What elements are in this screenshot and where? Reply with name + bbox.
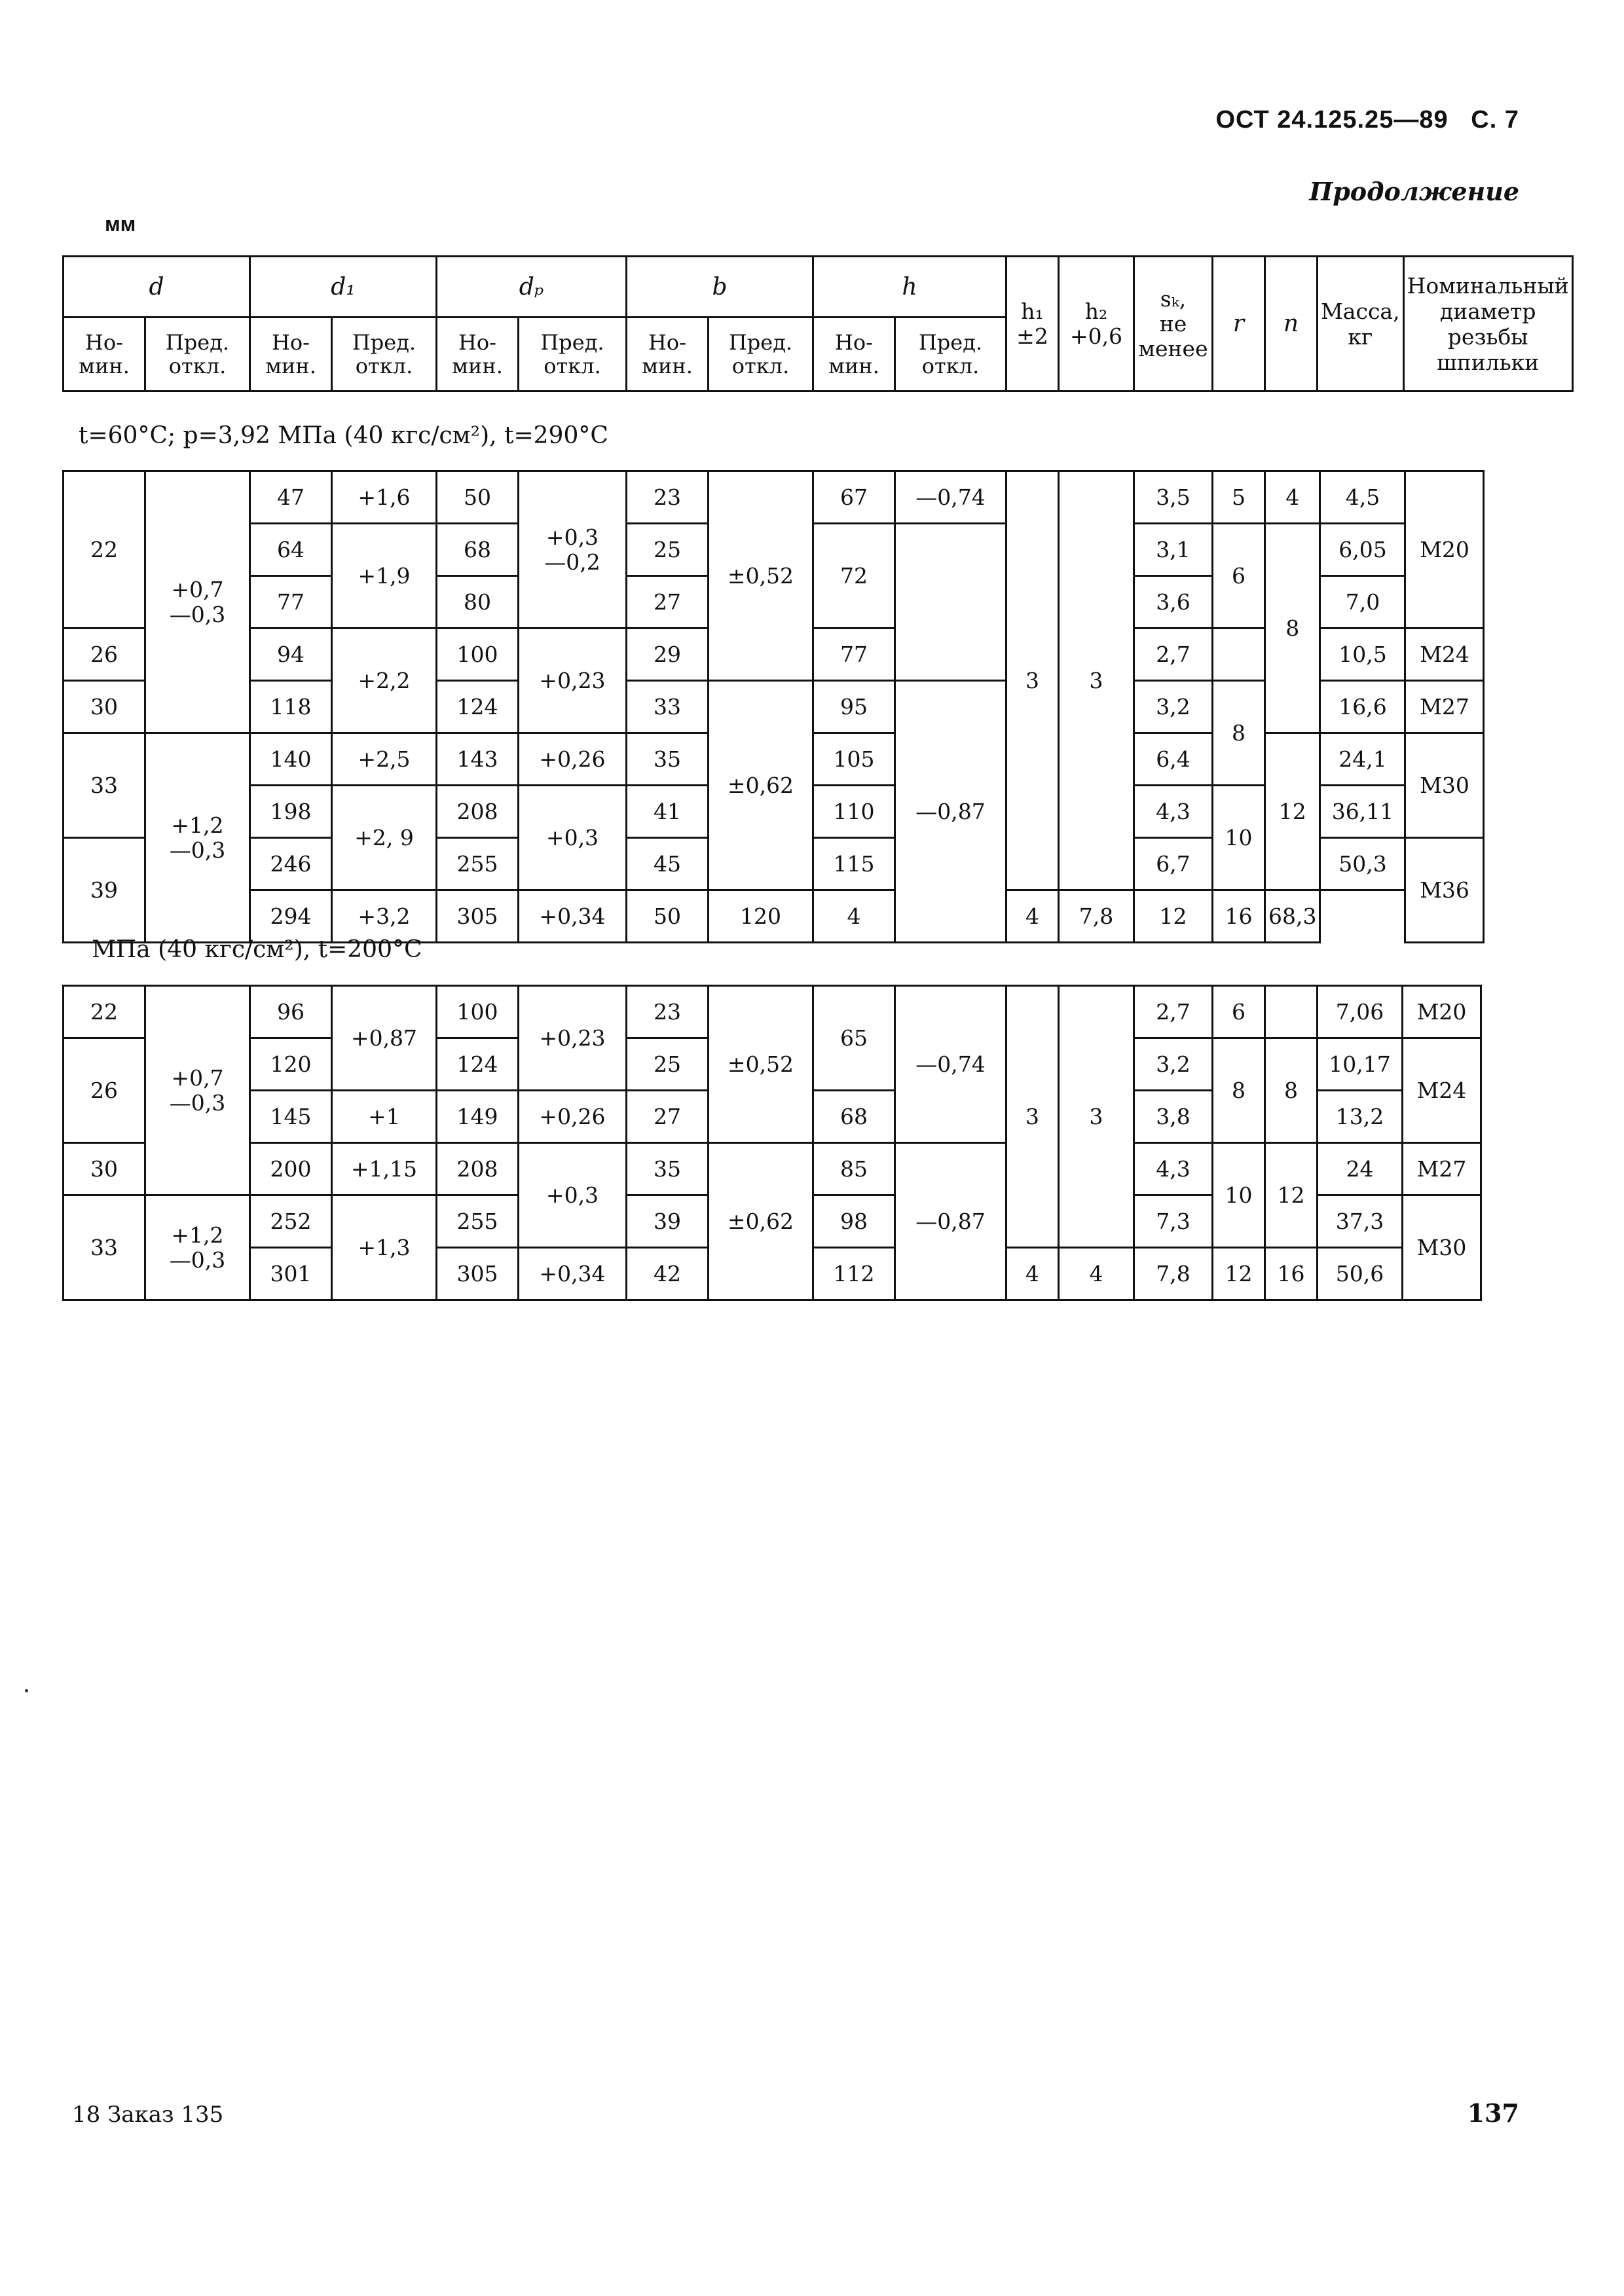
col-h: h: [813, 257, 1006, 318]
cell: 12: [1134, 890, 1213, 943]
cell: 105: [813, 733, 895, 786]
document-header: [1215, 106, 1519, 134]
col-d1: d₁: [250, 257, 437, 318]
cell: 100: [437, 986, 519, 1038]
cell: 23: [627, 986, 709, 1038]
cell: —0,74: [895, 471, 1006, 524]
data-table-section-2: [62, 985, 1482, 1301]
cell: 301: [250, 1248, 332, 1300]
cell: 12: [1265, 1143, 1318, 1248]
col-mass: Масса, кг: [1321, 298, 1400, 350]
cell: M20: [1405, 471, 1484, 629]
cell: 4,3: [1134, 1143, 1213, 1195]
cell: 2,7: [1134, 986, 1213, 1038]
cell: 65: [813, 986, 895, 1091]
cell: 64: [250, 524, 332, 576]
page-number: 137: [1467, 2098, 1519, 2128]
cell: +0,23: [519, 986, 627, 1091]
cell: —0,74: [895, 986, 1006, 1143]
cell: 10: [1213, 1143, 1265, 1248]
cell: 24: [1318, 1143, 1403, 1195]
cell: M24: [1405, 629, 1484, 681]
table-row: [64, 1143, 1481, 1195]
subcol-dev: Пред. откл.: [895, 318, 1006, 392]
cell: 3,1: [1134, 524, 1213, 576]
cell: 68: [813, 1091, 895, 1143]
subcol-dev: Пред. откл.: [519, 318, 627, 392]
col-d: d: [64, 257, 250, 318]
cell: 24,1: [1320, 733, 1405, 786]
cell: M30: [1405, 733, 1484, 838]
cell: 143: [437, 733, 519, 786]
cell: 7,0: [1320, 576, 1405, 629]
cell: 13,2: [1318, 1091, 1403, 1143]
cell: 7,06: [1318, 986, 1403, 1038]
cell: 67: [813, 471, 895, 524]
cell: 3,5: [1134, 471, 1213, 524]
cell: 4: [1265, 471, 1320, 524]
cell: 5: [1213, 471, 1265, 524]
cell: ±0,62: [709, 1143, 813, 1300]
cell: 10: [1213, 786, 1265, 890]
cell: +2,2: [332, 629, 437, 733]
cell: +1: [332, 1091, 437, 1143]
cell: 39: [627, 1195, 709, 1248]
col-sk: sₖ, не менее: [1134, 257, 1213, 392]
cell: 6: [1213, 524, 1265, 629]
cell: —0,87: [895, 1143, 1006, 1300]
col-dp: dₚ: [437, 257, 627, 318]
scan-speck: [25, 1689, 28, 1692]
cell: 120: [250, 1038, 332, 1091]
cell: +0,7 —0,3: [145, 471, 250, 733]
cell: 72: [813, 524, 895, 629]
cell: 29: [627, 629, 709, 681]
cell: 47: [250, 471, 332, 524]
cell: +0,3: [519, 1143, 627, 1248]
cell: 6,4: [1134, 733, 1213, 786]
cell: 4: [1059, 1248, 1134, 1300]
cell: +3,2: [332, 890, 437, 943]
cell: 50: [627, 890, 709, 943]
cell: 16: [1265, 1248, 1318, 1300]
cell: 3: [1006, 471, 1059, 890]
cell: 252: [250, 1195, 332, 1248]
cell: 3,2: [1134, 681, 1213, 733]
cell: 27: [627, 576, 709, 629]
cell: M20: [1403, 986, 1481, 1038]
cell: 35: [627, 733, 709, 786]
cell: 8: [1213, 1038, 1265, 1143]
cell: 3,2: [1134, 1038, 1213, 1091]
cell: 3: [1006, 986, 1059, 1248]
cell: 100: [437, 629, 519, 681]
subcol-dev: Пред. откл.: [332, 318, 437, 392]
table-row: [64, 890, 1484, 943]
table-row: [64, 471, 1484, 524]
cell: 208: [437, 1143, 519, 1195]
cell: 50,3: [1320, 838, 1405, 890]
cell: 95: [813, 681, 895, 733]
cell: ±0,52: [709, 986, 813, 1143]
continuation-label: Продолжение: [1309, 177, 1519, 206]
cell: 120: [709, 890, 813, 943]
cell: +1,6: [332, 471, 437, 524]
cell: 10,17: [1318, 1038, 1403, 1091]
footer-order-note: 18 Заказ 135: [72, 2102, 224, 2128]
cell: 6,7: [1134, 838, 1213, 890]
cell: 305: [437, 890, 519, 943]
cell: 7,8: [1059, 890, 1134, 943]
cell: 255: [437, 838, 519, 890]
subcol-nom: Но- мин.: [64, 318, 145, 392]
cell: 96: [250, 986, 332, 1038]
cell: 8: [1265, 1038, 1318, 1143]
cell: [1265, 986, 1318, 1038]
cell: 6,05: [1320, 524, 1405, 576]
cell: 3: [1059, 986, 1134, 1248]
cell: 246: [250, 838, 332, 890]
cell: 4: [813, 890, 895, 943]
cell: 45: [627, 838, 709, 890]
cell: 39: [64, 838, 145, 943]
cell: 3,8: [1134, 1091, 1213, 1143]
cell: 305: [437, 1248, 519, 1300]
col-h2: h₂ +0,6: [1059, 257, 1134, 392]
cell: 124: [437, 681, 519, 733]
cell: 124: [437, 1038, 519, 1091]
cell: 85: [813, 1143, 895, 1195]
cell: 22: [64, 471, 145, 629]
col-h1: h₁ ±2: [1006, 257, 1059, 392]
cell: M27: [1403, 1143, 1481, 1195]
cell: 25: [627, 524, 709, 576]
section-title-2: МПа (40 кгс/см²), t=200°C: [92, 936, 422, 963]
cell: +0,23: [519, 629, 627, 733]
cell: 7,3: [1134, 1195, 1213, 1248]
cell: +0,26: [519, 1091, 627, 1143]
cell: M27: [1405, 681, 1484, 733]
page-label: С. 7: [1471, 106, 1519, 134]
cell: 200: [250, 1143, 332, 1195]
cell: +1,3: [332, 1195, 437, 1300]
cell: 145: [250, 1091, 332, 1143]
cell: M24: [1403, 1038, 1481, 1143]
cell: 198: [250, 786, 332, 838]
cell: 12: [1213, 1248, 1265, 1300]
cell: M30: [1403, 1195, 1481, 1300]
col-r: r: [1213, 257, 1265, 392]
table-header: [62, 255, 1574, 392]
section-title-1: t=60°C; p=3,92 МПа (40 кгс/см²), t=290°C: [79, 422, 608, 449]
cell: 30: [64, 1143, 145, 1195]
cell: 35: [627, 1143, 709, 1195]
cell: +0,3 —0,2: [519, 471, 627, 629]
cell: 4,5: [1320, 471, 1405, 524]
cell: 68: [437, 524, 519, 576]
cell: 115: [813, 838, 895, 890]
subcol-nom: Но- мин.: [813, 318, 895, 392]
cell: 4: [1006, 890, 1059, 943]
cell: 33: [64, 1195, 145, 1300]
col-thread: Номинальный диаметр резьбы шпильки: [1407, 272, 1569, 375]
cell: 26: [64, 1038, 145, 1143]
cell: 26: [64, 629, 145, 681]
cell: +0,34: [519, 890, 627, 943]
cell: 36,11: [1320, 786, 1405, 838]
cell: 2,7: [1134, 629, 1213, 681]
cell: 149: [437, 1091, 519, 1143]
cell: 30: [64, 681, 145, 733]
cell: 16: [1213, 890, 1265, 943]
cell: [1213, 629, 1265, 681]
cell: 50,6: [1318, 1248, 1403, 1300]
data-table-section-1: [62, 470, 1485, 943]
cell: +2,5: [332, 733, 437, 786]
cell: ±0,62: [709, 681, 813, 890]
cell: 33: [627, 681, 709, 733]
cell: 27: [627, 1091, 709, 1143]
cell: 8: [1213, 681, 1265, 786]
cell: 110: [813, 786, 895, 838]
units-label: мм: [105, 212, 136, 236]
cell: +1,9: [332, 524, 437, 629]
cell: 37,3: [1318, 1195, 1403, 1248]
subcol-dev: Пред. откл.: [709, 318, 813, 392]
col-b: b: [627, 257, 813, 318]
cell: +1,2 —0,3: [145, 1195, 250, 1300]
cell: 33: [64, 733, 145, 838]
cell: 98: [813, 1195, 895, 1248]
cell: 140: [250, 733, 332, 786]
cell: 25: [627, 1038, 709, 1091]
subcol-nom: Но- мин.: [250, 318, 332, 392]
cell: 42: [627, 1248, 709, 1300]
cell: 7,8: [1134, 1248, 1213, 1300]
cell: +1,2 —0,3: [145, 733, 250, 943]
subcol-nom: Но- мин.: [437, 318, 519, 392]
cell: 12: [1265, 733, 1320, 890]
cell: 23: [627, 471, 709, 524]
cell: 77: [250, 576, 332, 629]
cell: 112: [813, 1248, 895, 1300]
cell: 22: [64, 986, 145, 1038]
cell: 118: [250, 681, 332, 733]
cell: 94: [250, 629, 332, 681]
cell: 3: [1059, 471, 1134, 890]
cell: 50: [437, 471, 519, 524]
table-row: [64, 986, 1481, 1038]
standard-number: ОСТ 24.125.25—89: [1215, 106, 1449, 134]
cell: +0,7 —0,3: [145, 986, 250, 1195]
subcol-nom: Но- мин.: [627, 318, 709, 392]
cell: 4,3: [1134, 786, 1213, 838]
cell: —0,87: [895, 681, 1006, 943]
cell: +0,3: [519, 786, 627, 890]
cell: 8: [1265, 524, 1320, 733]
cell: 3,6: [1134, 576, 1213, 629]
cell: +0,34: [519, 1248, 627, 1300]
cell: +1,15: [332, 1143, 437, 1195]
cell: [895, 524, 1006, 681]
cell: +0,87: [332, 986, 437, 1091]
cell: 294: [250, 890, 332, 943]
cell: 41: [627, 786, 709, 838]
cell: 77: [813, 629, 895, 681]
cell: +2, 9: [332, 786, 437, 890]
cell: ±0,52: [709, 471, 813, 681]
cell: 16,6: [1320, 681, 1405, 733]
cell: 255: [437, 1195, 519, 1248]
cell: 10,5: [1320, 629, 1405, 681]
cell: 6: [1213, 986, 1265, 1038]
cell: +0,26: [519, 733, 627, 786]
cell: 208: [437, 786, 519, 838]
subcol-dev: Пред. откл.: [145, 318, 250, 392]
cell: 4: [1006, 1248, 1059, 1300]
col-n: n: [1265, 257, 1318, 392]
cell: 68,3: [1265, 890, 1320, 943]
cell: M36: [1405, 838, 1484, 943]
cell: 80: [437, 576, 519, 629]
